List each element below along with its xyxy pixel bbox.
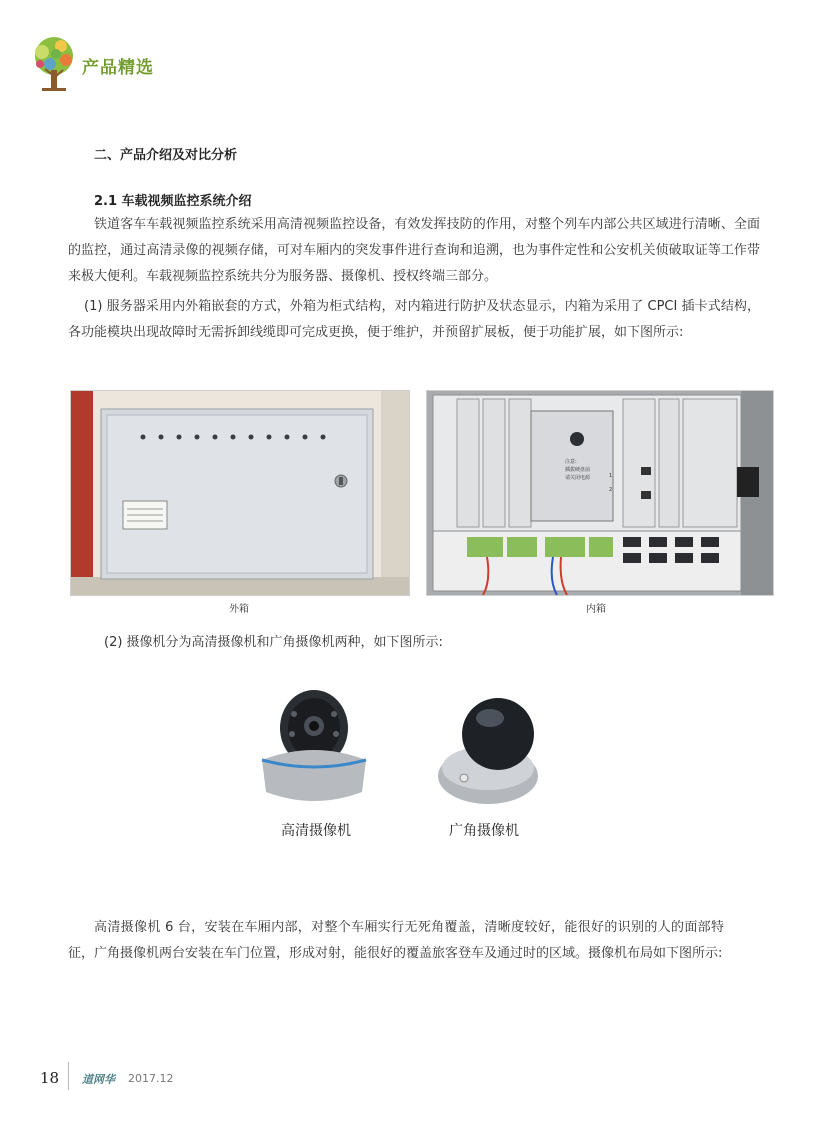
publication-name: 道网华	[82, 1073, 115, 1086]
camera-paragraph: (2) 摄像机分为高清摄像机和广角摄像机两种，如下图所示:	[104, 635, 443, 650]
svg-text:插拔硬盘前: 插拔硬盘前	[565, 467, 591, 473]
tree-logo-icon	[28, 36, 80, 94]
svg-text:请关闭电源: 请关闭电源	[565, 475, 591, 481]
section-title: 产品精选	[82, 58, 154, 78]
outer-cabinet-photo	[70, 390, 410, 596]
section-heading: 2.1 车载视频监控系统介绍	[94, 194, 252, 209]
inner-chassis-caption: 内箱	[586, 604, 606, 615]
svg-text:2: 2	[609, 487, 613, 493]
publication-date: 2017.12	[128, 1072, 174, 1085]
chapter-heading: 二、产品介绍及对比分析	[94, 148, 238, 163]
wide-angle-camera-caption: 广角摄像机	[449, 823, 519, 839]
intro-paragraph: 铁道客车车载视频监控系统采用高清视频监控设备，有效发挥技防的作用，对整个列车内部公共区域进行清晰、全面的监控，通过高清录像的视频存储，可对车厢内的突发事件进行查询和追溯，也为事件定性和公安机关侦破取证等工作带来极大便利。车载视频监控系统共分为服务器、摄像机、授权终端三部分。	[68, 217, 760, 284]
inner-chassis-photo	[426, 390, 774, 596]
server-paragraph: (1) 服务器采用内外箱嵌套的方式，外箱为柜式结构，对内箱进行防护及状态显示，内箱为采用了 CPCI 插卡式结构，各功能模块出现故障时无需拆卸线缆即可完成更换，便于维护，并预留扩展板，便于功能扩展，如下图所示:	[68, 299, 760, 340]
camera-layout-paragraph: 高清摄像机 6 台，安装在车厢内部，对整个车厢实行无死角覆盖，清晰度较好，能很好的识别的人的面部特征，广角摄像机两台安装在车门位置，形成对射，能很好的覆盖旅客登车及通过时的区域。摄像机布局如下图所示:	[68, 920, 724, 961]
svg-text:注意:: 注意:	[565, 459, 577, 465]
wide-angle-camera-image	[432, 688, 542, 810]
hd-camera-image	[256, 688, 372, 806]
footer-divider	[68, 1062, 69, 1090]
outer-cabinet-caption: 外箱	[229, 604, 249, 615]
page-number: 18	[40, 1069, 60, 1087]
hd-camera-caption: 高清摄像机	[281, 823, 351, 839]
svg-text:1: 1	[609, 473, 613, 479]
